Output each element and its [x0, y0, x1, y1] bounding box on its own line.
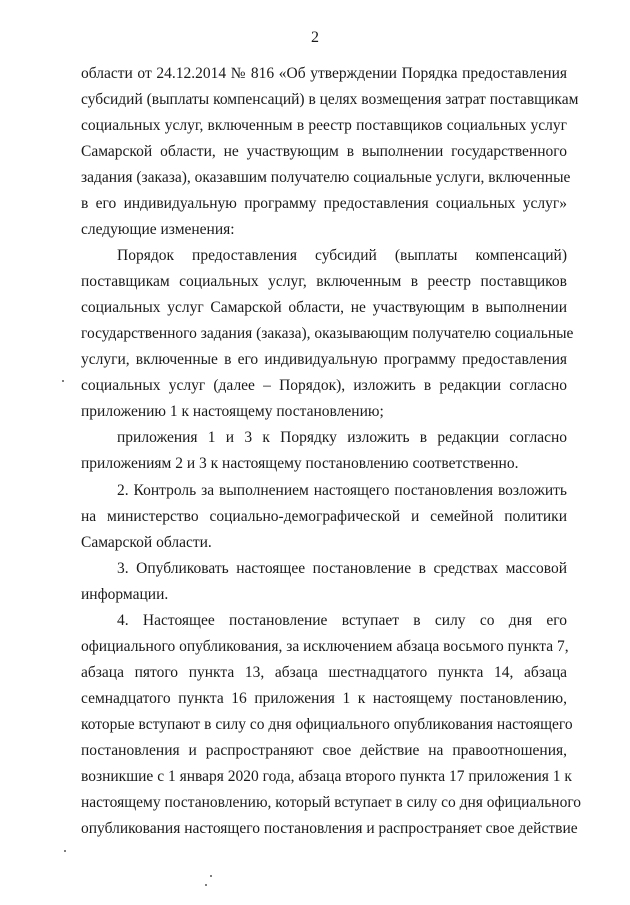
text-line: постановления и распространяют свое действие на правоотношения,: [81, 742, 567, 759]
text-line: области от 24.12.2014 № 816 «Об утверждении Порядка предоставления: [81, 65, 567, 82]
text-line: услуги, включенные в его индивидуальную программу предоставления: [81, 351, 567, 368]
text-line: 4. Настоящее постановление вступает в силу со дня его: [117, 612, 567, 629]
text-line: которые вступают в силу со дня официального опубликования настоящего: [81, 716, 573, 733]
scan-speck: [64, 850, 66, 852]
text-line: задания (заказа), оказавшим получателю социальные услуги, включенные: [81, 169, 571, 186]
text-line: государственного задания (заказа), оказывающим получателю социальные: [81, 325, 574, 342]
text-line: социальных услуг (далее – Порядок), изложить в редакции согласно: [81, 377, 567, 394]
text-line: приложениям 2 и 3 к настоящему постановлению соответственно.: [81, 455, 519, 472]
text-line: социальных услуг Самарской области, не участвующим в выполнении: [81, 299, 567, 316]
text-line: следующие изменения:: [81, 221, 235, 238]
text-line: информации.: [81, 586, 169, 603]
text-line: абзаца пятого пункта 13, абзаца шестнадцатого пункта 14, абзаца: [81, 664, 567, 681]
text-line: возникшие с 1 января 2020 года, абзаца второго пункта 17 приложения 1 к: [81, 768, 572, 785]
scan-speck: [205, 884, 207, 886]
text-line: субсидий (выплаты компенсаций) в целях возмещения затрат поставщикам: [81, 91, 579, 108]
text-line: приложению 1 к настоящему постановлению;: [81, 403, 384, 420]
text-line: в его индивидуальную программу предоставления социальных услуг»: [81, 195, 567, 212]
page-number: 2: [311, 29, 319, 46]
text-line: Порядок предоставления субсидий (выплаты компенсаций): [117, 247, 567, 264]
text-line: 2. Контроль за выполнением настоящего постановления возложить: [117, 482, 567, 499]
text-line: 3. Опубликовать настоящее постановление в средствах массовой: [117, 560, 567, 577]
text-line: поставщикам социальных услуг, включенным в реестр поставщиков: [81, 273, 567, 290]
scan-speck: [62, 380, 64, 382]
text-line: социальных услуг, включенным в реестр поставщиков социальных услуг: [81, 117, 567, 134]
text-line: на министерство социально-демографической и семейной политики: [81, 508, 567, 525]
text-line: настоящему постановлению, который вступает в силу со дня официального: [81, 794, 582, 811]
text-line: семнадцатого пункта 16 приложения 1 к настоящему постановлению,: [81, 690, 567, 707]
text-line: Самарской области.: [81, 534, 212, 551]
text-line: официального опубликования, за исключением абзаца восьмого пункта 7,: [81, 638, 569, 655]
scan-speck: [210, 875, 212, 877]
text-line: Самарской области, не участвующим в выполнении государственного: [81, 143, 567, 160]
text-line: опубликования настоящего постановления и распространяет свое действие: [81, 820, 578, 837]
text-line: приложения 1 и 3 к Порядку изложить в редакции согласно: [117, 429, 567, 446]
